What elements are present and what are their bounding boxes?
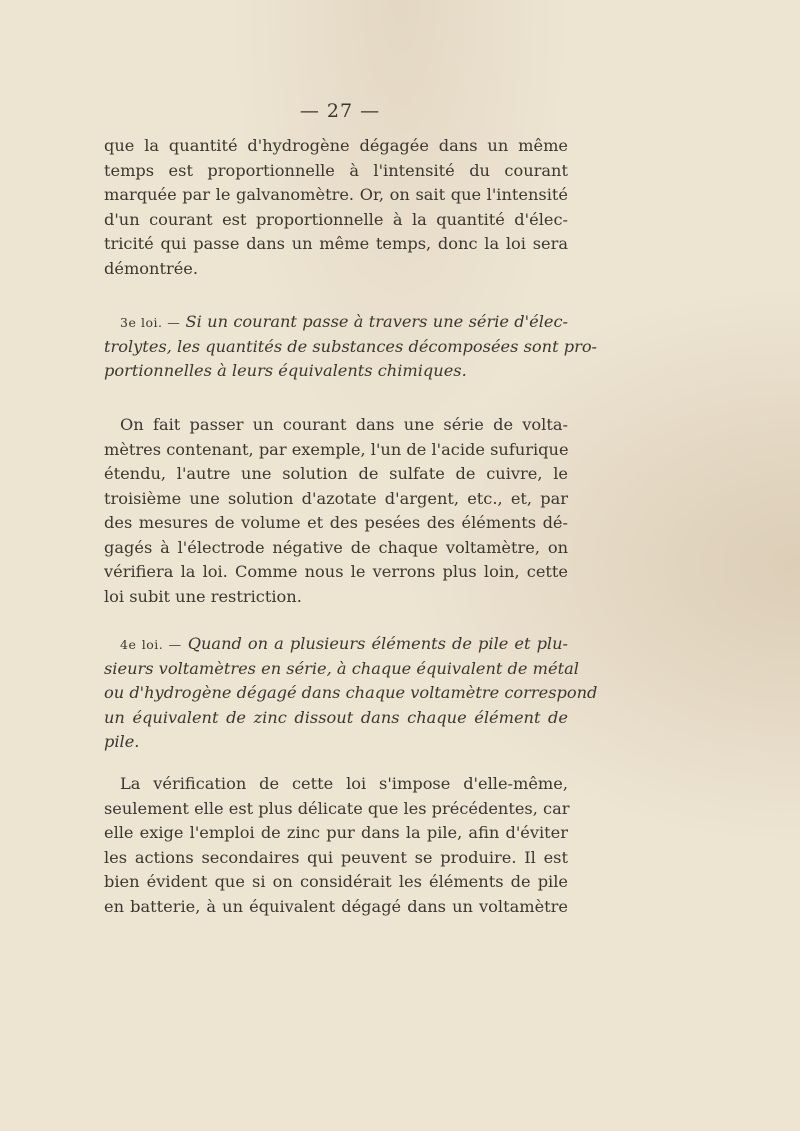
text-line: trolytes, les quantités de substances décomposées sont pro- bbox=[104, 336, 598, 356]
paragraph-1 bbox=[104, 134, 568, 281]
text-line: La vérification de cette loi s'impose d'elle-même, bbox=[120, 774, 568, 793]
text-line: temps est proportionnelle à l'intensité du courant bbox=[104, 160, 568, 180]
law-3-statement bbox=[104, 310, 598, 384]
text-line: 3e loi. — Si un courant passe à travers une série d'élec- bbox=[120, 312, 568, 331]
text-line: portionnelles à leurs équivalents chimiques. bbox=[104, 361, 467, 380]
text-line: ou d'hydrogène dégagé dans chaque voltamètre correspond bbox=[104, 683, 598, 702]
text-line: elle exige l'emploi de zinc pur dans la pile, afin d'éviter bbox=[104, 823, 568, 842]
text-line: gagés à l'électrode négative de chaque voltamètre, on bbox=[104, 537, 568, 557]
text-line: d'un courant est proportionnelle à la quantité d'élec- bbox=[104, 209, 568, 229]
text-line: que la quantité d'hydrogène dégagée dans un même bbox=[104, 136, 568, 155]
text-line: sieurs voltamètres en série, à chaque équivalent de métal bbox=[104, 658, 579, 678]
text-line: en batterie, à un équivalent dégagé dans un voltamètre bbox=[104, 896, 568, 916]
text-line: étendu, l'autre une solution de sulfate de cuivre, le bbox=[104, 464, 568, 483]
law-heading: 4e loi. — bbox=[120, 637, 182, 652]
text-line: 4e loi. — Quand on a plusieurs éléments de pile et plu- bbox=[120, 634, 569, 653]
law-4-statement bbox=[104, 632, 598, 755]
text-line: des mesures de volume et des pesées des éléments dé- bbox=[104, 513, 568, 532]
text-line: On fait passer un courant dans une série de volta- bbox=[120, 415, 568, 434]
paragraph-3 bbox=[104, 413, 568, 609]
text-line: troisième une solution d'azotate d'argent, etc., et, par bbox=[104, 488, 568, 508]
text-line: loi subit une restriction. bbox=[104, 586, 302, 606]
text-line: pile. bbox=[104, 732, 140, 751]
law-heading: 3e loi. — bbox=[120, 315, 181, 330]
text-line: bien évident que si on considérait les éléments de pile bbox=[104, 872, 568, 891]
text-line: marquée par le galvanomètre. Or, on sait que l'intensité bbox=[104, 185, 568, 204]
text-line: démontrée. bbox=[104, 258, 199, 278]
text-line: les actions secondaires qui peuvent se produire. Il est bbox=[104, 847, 568, 867]
text-line: seulement elle est plus délicate que les précédentes, car bbox=[104, 798, 570, 818]
text-line: mètres contenant, par exemple, l'un de l'acide sufurique bbox=[104, 439, 569, 459]
text-line: vérifiera la loi. Comme nous le verrons plus loin, cette bbox=[104, 562, 568, 581]
text-line: un équivalent de zinc dissout dans chaque élément de bbox=[104, 707, 568, 727]
paragraph-5 bbox=[104, 772, 568, 919]
page-number: — 27 — bbox=[299, 100, 381, 122]
text-line: tricité qui passe dans un même temps, donc la loi sera bbox=[104, 234, 568, 253]
